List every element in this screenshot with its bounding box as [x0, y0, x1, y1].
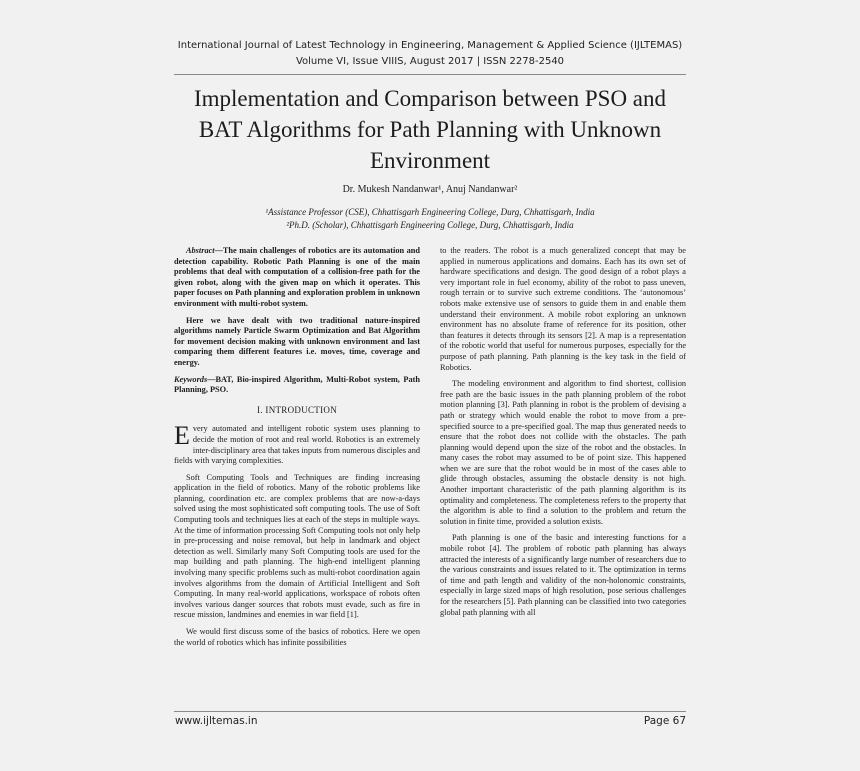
- footer-rule: [174, 711, 686, 712]
- affiliation-1: ¹Assistance Professor (CSE), Chhattisgarh Engineering College, Durg, Chhattisgarh, India: [265, 207, 595, 217]
- footer-page-number: Page 67: [643, 715, 686, 727]
- intro-para-2: Soft Computing Tools and Techniques are finding increasing application in the field of robotics. Many of the robotic problems like planning, coordination etc. are complex problems that are now-a-days solved using the most sophisticated soft computing tools. The use of Soft Computing tools and techniques lies at each of the steps in multiple ways. At the time of information processing Soft Computing tools not only help in pre-processing and noise removal, but help in landmark and object detection as well. Similarly many Soft Computing tools are used for the map building and path planning. The high-end intelligent planning involving many specific problems such as multi-robot coordination again involves algorithms from the domain of Artificial Intelligent and Soft Computing. In many real-world applications, workspace of robots often involves various danger sources that robots must evade, such as fire in rescue mission, landmines and enemies in war field [1].: [174, 472, 420, 620]
- right-column: [440, 246, 686, 624]
- journal-volume: Volume VI, Issue VIIIS, August 2017 | ISSN 2278-2540: [295, 56, 565, 67]
- intro-para-3: We would first discuss some of the basics of robotics. Here we open the world of robotics which has infinite possibilities: [174, 627, 420, 647]
- authors: Dr. Mukesh Nandanwar¹, Anuj Nandanwar²: [342, 184, 518, 195]
- keywords: [174, 375, 420, 396]
- header-rule: [174, 74, 686, 75]
- drop-cap: E: [174, 421, 190, 451]
- right-para-2: The modeling environment and algorithm to find shortest, collision free path are the basic issues in the path planning problem of the robot motion planning [3]. Path planning in robot is the problem of devising a path or strategy which would enable the robot to move from a pre-specified source to a pre-specified goal. The map thus generated needs to ensure that the robot does not collide with the obstacles. The path planning would depend upon the size of the robot and the obstacles. In many cases the robot may assumed to be of point size. This happened when we are sure that the robot would be in most of the cases able to glide through obstacles, assuming the obstacle density is not high. Another important characteristic of the path planning algorithm is its optimality and completeness. The completeness refers to the property that the algorithm is able to find a solution to the problem and return the solution in finite time, provided a solution exists.: [440, 379, 686, 526]
- abstract-label: Abstract—: [186, 246, 223, 255]
- paper-title: Implementation and Comparison between PSO and BAT Algorithms for Path Planning with Unknown Environment: [193, 86, 667, 173]
- intro-para-1: very automated and intelligent robotic system uses planning to decide the motion of root and real world. Robotics is an extremely inter-disciplinary area that takes inputs from numerous disciples and fields with varying complexities.: [174, 424, 420, 466]
- abstract-paragraph-2: Here we have dealt with two traditional nature-inspired algorithms namely Particle Swarm Optimization and Bat Algorithm for movement decision making with unknown environment and last comparing them different features i.e. moves, time, coverage and energy.: [174, 315, 420, 367]
- journal-name: International Journal of Latest Technology in Engineering, Management & Applied Science (IJLTEMAS): [177, 40, 683, 51]
- footer-website: www.ijltemas.in: [175, 715, 258, 727]
- abstract: [174, 246, 420, 310]
- left-column: [174, 246, 420, 654]
- keywords-text: BAT, Bio-inspired Algorithm, Multi-Robot system, Path Planning, PSO.: [174, 374, 420, 395]
- intro-first-paragraph: [174, 421, 420, 466]
- journal-header: [170, 38, 690, 70]
- keywords-label: Keywords—: [174, 374, 216, 384]
- right-para-1: to the readers. The robot is a much generalized concept that may be applied in numerous applications and domains. Each has its own set of hardware specifications and design. The good design of a robot plays a very important role in fuel economy, ability of the robot to pass uneven, rough terrain or to survive such extreme conditions. The ‘autonomous’ robots make extensive use of sensors to guide them in and enable them understand their environment. A mobile robot exploring an unknown environment has no absolute frame of reference for its position, other than features it detects through its sensors [2]. A map is a representation of the robotic world that useful for numerous purposes, especially for the purpose of path planning. Path planning is the key task in the field of Robotics.: [440, 246, 686, 372]
- affiliation-2: ²Ph.D. (Scholar), Chhattisgarh Engineering College, Durg, Chhattisgarh, India: [286, 220, 574, 230]
- abstract-text: The main challenges of robotics are its automation and detection capability. Robotic Path Planning is one of the main problems that deal with computation of a collision-free path for the given robot, along with the given map on which it operates. This paper focuses on Path planning and exploration problem in unknown environment with multi-robot system.: [174, 246, 420, 308]
- right-para-3: Path planning is one of the basic and interesting functions for a mobile robot [4]. The problem of robotic path planning has always attracted the interests of a significantly large number of researchers due to the various constraints and issues related to it. The optimization in terms of time and path length and validity of the non-holonomic constraints, especially in large sized maps of high resolution, pose serious challenges for the researchers [5]. Path planning can be classified into two categories global path planning with all: [440, 533, 686, 617]
- section-title-introduction: I. INTRODUCTION: [257, 404, 337, 415]
